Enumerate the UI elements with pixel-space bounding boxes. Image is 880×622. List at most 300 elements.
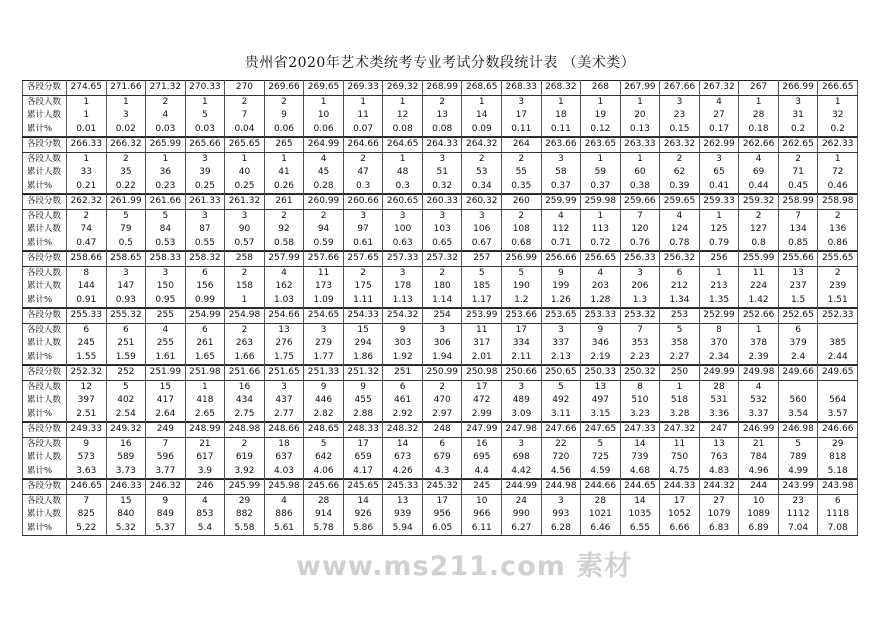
table-cell: 258.98 [818, 195, 858, 210]
table-cell: 3.11 [541, 408, 581, 422]
table-cell: 20 [620, 109, 660, 123]
table-cell: 28 [581, 494, 621, 508]
table-block [22, 308, 858, 365]
table-cell: 0.03 [185, 123, 225, 137]
table-cell: 13 [699, 437, 739, 451]
table-cell: 90 [225, 223, 265, 237]
table-cell: 518 [660, 394, 700, 408]
table-cell: 4.56 [541, 465, 581, 479]
table-cell: 642 [304, 451, 344, 465]
table-cell: 1 [67, 152, 107, 166]
table-cell: 249.99 [699, 366, 739, 381]
score-row [23, 81, 858, 96]
table-cell: 266.33 [67, 138, 107, 153]
table-cell: 0.28 [304, 180, 344, 194]
table-cell: 59 [581, 166, 621, 180]
table-cell: 1 [462, 95, 502, 109]
row-label: 累计人数 [23, 451, 67, 465]
table-cell: 5 [462, 266, 502, 280]
row-label: 累计人数 [23, 280, 67, 294]
table-cell: 261.66 [146, 195, 186, 210]
table-cell: 190 [502, 280, 542, 294]
table-cell: 6 [422, 437, 462, 451]
table-cell: 263.33 [620, 138, 660, 153]
table-cell: 4.3 [422, 465, 462, 479]
table-cell: 254.65 [304, 309, 344, 324]
table-cell: 3.54 [778, 408, 818, 422]
table-cell: 246 [185, 480, 225, 495]
table-cell: 6.66 [660, 522, 700, 536]
table-cell: 6.05 [422, 522, 462, 536]
table-cell: 0.86 [818, 237, 858, 251]
table-cell: 9 [264, 109, 304, 123]
table-cell: 259.32 [739, 195, 779, 210]
table-block [22, 194, 858, 251]
table-cell: 48 [383, 166, 423, 180]
table-cell: 4 [660, 209, 700, 223]
table-cell: 3 [185, 209, 225, 223]
table-cell: 5 [304, 437, 344, 451]
table-cell: 247.65 [581, 423, 621, 438]
table-cell: 17 [343, 437, 383, 451]
table-cell: 0.03 [146, 123, 186, 137]
table-cell: 1 [581, 95, 621, 109]
table-cell: 27 [699, 109, 739, 123]
table-cell: 5.78 [304, 522, 344, 536]
table-cell: 2.88 [343, 408, 383, 422]
table-cell: 1 [225, 152, 265, 166]
table-cell: 370 [699, 337, 739, 351]
table-cell: 0.13 [620, 123, 660, 137]
table-cell: 698 [502, 451, 542, 465]
table-cell: 0.35 [502, 180, 542, 194]
table-cell: 6 [818, 494, 858, 508]
table-cell: 914 [304, 508, 344, 522]
table-cell: 244.65 [620, 480, 660, 495]
table-cell: 4.06 [304, 465, 344, 479]
table-cell: 251 [383, 366, 423, 381]
table-cell: 4 [739, 152, 779, 166]
table-cell: 271.66 [106, 81, 146, 96]
table-cell: 259.66 [620, 195, 660, 210]
table-cell: 175 [343, 280, 383, 294]
row-label: 各段分数 [23, 366, 67, 381]
table-cell: 1 [581, 209, 621, 223]
table-cell: 385 [818, 337, 858, 351]
table-cell: 317 [462, 337, 502, 351]
table-cell: 1 [67, 109, 107, 123]
table-cell: 1 [739, 323, 779, 337]
table-cell: 763 [699, 451, 739, 465]
table-cell: 47 [343, 166, 383, 180]
cumulative-percent-row [23, 180, 858, 194]
table-cell: 1.66 [225, 351, 265, 365]
table-cell: 3 [422, 323, 462, 337]
table-cell: 23 [778, 494, 818, 508]
table-cell: 3.36 [699, 408, 739, 422]
table-cell: 250.98 [462, 366, 502, 381]
table-cell: 103 [422, 223, 462, 237]
table-cell: 6.28 [541, 522, 581, 536]
table-cell: 0.11 [541, 123, 581, 137]
table-cell: 4.96 [739, 465, 779, 479]
table-cell: 1.13 [383, 294, 423, 308]
table-cell: 0.08 [383, 123, 423, 137]
table-cell: 5.94 [383, 522, 423, 536]
table-cell: 14 [462, 109, 502, 123]
table-cell: 6 [185, 266, 225, 280]
count-row [23, 323, 858, 337]
row-label: 各段人数 [23, 266, 67, 280]
table-cell: 256.33 [620, 252, 660, 267]
table-cell: 6 [67, 323, 107, 337]
table-cell: 2.19 [581, 351, 621, 365]
table-cell: 0.09 [462, 123, 502, 137]
table-cell: 255.32 [106, 309, 146, 324]
table-cell: 0.11 [502, 123, 542, 137]
table-cell: 267.99 [620, 81, 660, 96]
table-cell: 239 [818, 280, 858, 294]
table-cell: 9 [304, 380, 344, 394]
table-cell: 266.65 [818, 81, 858, 96]
table-cell: 492 [541, 394, 581, 408]
score-row [23, 366, 858, 381]
table-cell: 19 [581, 109, 621, 123]
table-cell: 956 [422, 508, 462, 522]
table-cell: 252.32 [67, 366, 107, 381]
table-cell: 1.03 [264, 294, 304, 308]
table-cell: 725 [581, 451, 621, 465]
table-cell: 13 [422, 109, 462, 123]
table-cell: 265 [264, 138, 304, 153]
table-cell: 79 [106, 223, 146, 237]
table-cell: 9 [67, 437, 107, 451]
table-cell: 3 [778, 95, 818, 109]
table-cell: 1.75 [264, 351, 304, 365]
table-cell: 3 [383, 266, 423, 280]
table-cell: 248.98 [225, 423, 265, 438]
cumulative-count-row [23, 337, 858, 351]
table-cell: 3 [422, 152, 462, 166]
table-cell: 849 [146, 508, 186, 522]
table-cell: 7 [620, 323, 660, 337]
table-cell: 246.99 [739, 423, 779, 438]
table-cell: 248 [422, 423, 462, 438]
table-cell: 739 [620, 451, 660, 465]
table-cell: 2.23 [620, 351, 660, 365]
table-cell: 4 [146, 109, 186, 123]
table-cell: 249.98 [739, 366, 779, 381]
table-cell: 0.46 [818, 180, 858, 194]
table-cell: 255.33 [67, 309, 107, 324]
score-row [23, 138, 858, 153]
row-label: 各段分数 [23, 423, 67, 438]
table-cell: 573 [67, 451, 107, 465]
table-cell: 248.66 [264, 423, 304, 438]
table-cell: 0.79 [699, 237, 739, 251]
table-cell: 267.32 [699, 81, 739, 96]
table-cell: 58 [541, 166, 581, 180]
table-cell: 245 [67, 337, 107, 351]
table-cell: 4.83 [699, 465, 739, 479]
table-cell: 0.5 [106, 237, 146, 251]
table-cell: 3.92 [225, 465, 265, 479]
table-cell: 9 [343, 380, 383, 394]
table-cell: 0.58 [264, 237, 304, 251]
table-cell: 7 [620, 209, 660, 223]
table-cell: 261.32 [225, 195, 265, 210]
table-cell: 2.92 [383, 408, 423, 422]
table-cell: 2 [739, 209, 779, 223]
table-cell: 1.77 [304, 351, 344, 365]
table-cell: 127 [739, 223, 779, 237]
table-cell: 268.65 [462, 81, 502, 96]
table-cell: 4.42 [502, 465, 542, 479]
table-cell: 250.32 [620, 366, 660, 381]
table-cell: 6.55 [620, 522, 660, 536]
table-cell: 306 [422, 337, 462, 351]
table-cell: 1 [581, 152, 621, 166]
score-row [23, 423, 858, 438]
table-cell: 18 [541, 109, 581, 123]
table-cell: 5 [106, 380, 146, 394]
table-cell: 259.98 [581, 195, 621, 210]
table-cell: 253.32 [620, 309, 660, 324]
table-cell: 3.77 [146, 465, 186, 479]
table-cell: 3.57 [818, 408, 858, 422]
table-cell: 23 [660, 109, 700, 123]
row-label: 累计人数 [23, 508, 67, 522]
table-cell: 1 [660, 380, 700, 394]
table-cell: 1118 [818, 508, 858, 522]
table-cell: 5.37 [146, 522, 186, 536]
table-cell: 434 [225, 394, 265, 408]
table-cell: 0.07 [343, 123, 383, 137]
table-cell: 270.33 [185, 81, 225, 96]
table-cell: 294 [343, 337, 383, 351]
table-cell: 0.06 [304, 123, 344, 137]
table-cell: 7 [225, 109, 265, 123]
table-cell: 531 [699, 394, 739, 408]
row-label: 累计% [23, 408, 67, 422]
table-cell: 7 [67, 494, 107, 508]
table-cell: 0.63 [383, 237, 423, 251]
table-cell: 853 [185, 508, 225, 522]
table-cell: 32 [818, 109, 858, 123]
table-cell: 0.47 [67, 237, 107, 251]
table-cell: 10 [304, 109, 344, 123]
cumulative-count-row [23, 280, 858, 294]
table-cell: 267.66 [660, 81, 700, 96]
table-cell: 1.65 [185, 351, 225, 365]
table-cell: 213 [699, 280, 739, 294]
table-cell: 28 [739, 109, 779, 123]
table-cell: 260.65 [383, 195, 423, 210]
table-cell: 257.99 [264, 252, 304, 267]
table-cell: 334 [502, 337, 542, 351]
table-cell: 3 [106, 109, 146, 123]
table-cell: 71 [778, 166, 818, 180]
table-cell: 264.66 [343, 138, 383, 153]
table-cell: 0.85 [778, 237, 818, 251]
table-cell: 51 [422, 166, 462, 180]
row-label: 累计% [23, 123, 67, 137]
table-cell: 247.98 [502, 423, 542, 438]
table-cell: 1 [699, 266, 739, 280]
table-cell: 1.42 [739, 294, 779, 308]
table-cell: 245.99 [225, 480, 265, 495]
table-cell: 0.17 [699, 123, 739, 137]
table-cell: 1 [620, 152, 660, 166]
table-cell: 256.65 [581, 252, 621, 267]
table-cell: 256.99 [502, 252, 542, 267]
table-cell: 245.32 [422, 480, 462, 495]
table-cell: 256.32 [660, 252, 700, 267]
table-cell: 993 [541, 508, 581, 522]
table-cell: 2 [225, 266, 265, 280]
row-label: 累计% [23, 180, 67, 194]
table-cell: 1.86 [343, 351, 383, 365]
table-cell: 22 [541, 437, 581, 451]
table-cell: 251.32 [343, 366, 383, 381]
table-cell: 0.71 [541, 237, 581, 251]
score-row [23, 252, 858, 267]
table-cell: 455 [343, 394, 383, 408]
row-label: 各段人数 [23, 494, 67, 508]
table-cell: 5 [581, 437, 621, 451]
row-label: 累计人数 [23, 223, 67, 237]
table-cell: 2.11 [502, 351, 542, 365]
table-cell: 147 [106, 280, 146, 294]
table-cell: 248.65 [304, 423, 344, 438]
table-cell: 9 [581, 323, 621, 337]
table-cell: 7 [778, 209, 818, 223]
table-cell: 261 [185, 337, 225, 351]
table-cell: 266.32 [106, 138, 146, 153]
table-block [22, 422, 858, 479]
row-label: 各段分数 [23, 195, 67, 210]
table-cell: 158 [225, 280, 265, 294]
table-cell: 87 [185, 223, 225, 237]
row-label: 各段人数 [23, 95, 67, 109]
table-cell: 92 [264, 223, 304, 237]
table-cell: 84 [146, 223, 186, 237]
table-cell: 489 [502, 394, 542, 408]
table-cell: 0.02 [106, 123, 146, 137]
table-cell: 3.9 [185, 465, 225, 479]
table-cell: 256 [699, 252, 739, 267]
table-cell: 379 [778, 337, 818, 351]
table-cell: 673 [383, 451, 423, 465]
table-cell: 3 [185, 152, 225, 166]
table-cell: 0.32 [422, 180, 462, 194]
table-cell: 247 [699, 423, 739, 438]
table-cell: 246.66 [818, 423, 858, 438]
table-cell: 264.33 [422, 138, 462, 153]
table-cell: 18 [264, 437, 304, 451]
table-cell: 268.32 [541, 81, 581, 96]
table-cell: 750 [660, 451, 700, 465]
table-cell: 0.25 [185, 180, 225, 194]
table-cell: 112 [541, 223, 581, 237]
table-cell: 259.33 [699, 195, 739, 210]
table-cell: 17 [502, 109, 542, 123]
table-cell: 246.33 [106, 480, 146, 495]
table-cell: 926 [343, 508, 383, 522]
table-cell: 249.32 [106, 423, 146, 438]
row-label: 各段人数 [23, 323, 67, 337]
table-cell: 1.17 [462, 294, 502, 308]
score-distribution-table [22, 80, 858, 536]
table-cell: 262.99 [699, 138, 739, 153]
table-cell: 0.68 [502, 237, 542, 251]
table-block [22, 137, 858, 194]
table-cell: 659 [343, 451, 383, 465]
table-cell: 2 [146, 95, 186, 109]
table-cell: 1 [818, 95, 858, 109]
cumulative-count-row [23, 451, 858, 465]
table-cell: 0.37 [581, 180, 621, 194]
table-cell: 162 [264, 280, 304, 294]
table-cell: 825 [67, 508, 107, 522]
cumulative-percent-row [23, 522, 858, 536]
table-cell: 0.76 [620, 237, 660, 251]
table-cell: 886 [264, 508, 304, 522]
table-cell: 17 [502, 323, 542, 337]
table-cell: 4.59 [581, 465, 621, 479]
table-cell: 2 [225, 437, 265, 451]
table-cell: 11 [739, 266, 779, 280]
table-cell: 0.39 [660, 180, 700, 194]
table-cell: 255.99 [739, 252, 779, 267]
table-cell: 1.28 [581, 294, 621, 308]
table-cell: 2 [304, 209, 344, 223]
table-cell: 2.4 [778, 351, 818, 365]
table-cell: 40 [225, 166, 265, 180]
table-cell: 262.66 [739, 138, 779, 153]
table-cell: 261.33 [185, 195, 225, 210]
table-cell: 262.33 [818, 138, 858, 153]
watermark: www.ms211.com 素材 [296, 551, 633, 582]
table-cell: 6.11 [462, 522, 502, 536]
row-label: 各段分数 [23, 81, 67, 96]
table-cell: 258.65 [106, 252, 146, 267]
table-cell: 248.33 [343, 423, 383, 438]
table-cell: 237 [778, 280, 818, 294]
table-cell: 397 [67, 394, 107, 408]
table-cell: 346 [581, 337, 621, 351]
score-row [23, 480, 858, 495]
table-cell: 966 [462, 508, 502, 522]
table-cell: 249.33 [67, 423, 107, 438]
table-cell: 259.65 [660, 195, 700, 210]
table-cell: 6 [383, 380, 423, 394]
cumulative-count-row [23, 166, 858, 180]
table-block [22, 80, 858, 137]
table-cell: 5 [106, 209, 146, 223]
score-row [23, 309, 858, 324]
table-cell: 2 [343, 152, 383, 166]
table-cell: 3 [620, 266, 660, 280]
table-cell: 224 [739, 280, 779, 294]
table-cell: 437 [264, 394, 304, 408]
table-cell: 0.95 [146, 294, 186, 308]
table-cell: 17 [660, 494, 700, 508]
table-cell: 279 [304, 337, 344, 351]
table-cell: 0.91 [67, 294, 107, 308]
table-cell: 271.32 [146, 81, 186, 96]
table-cell: 303 [383, 337, 423, 351]
